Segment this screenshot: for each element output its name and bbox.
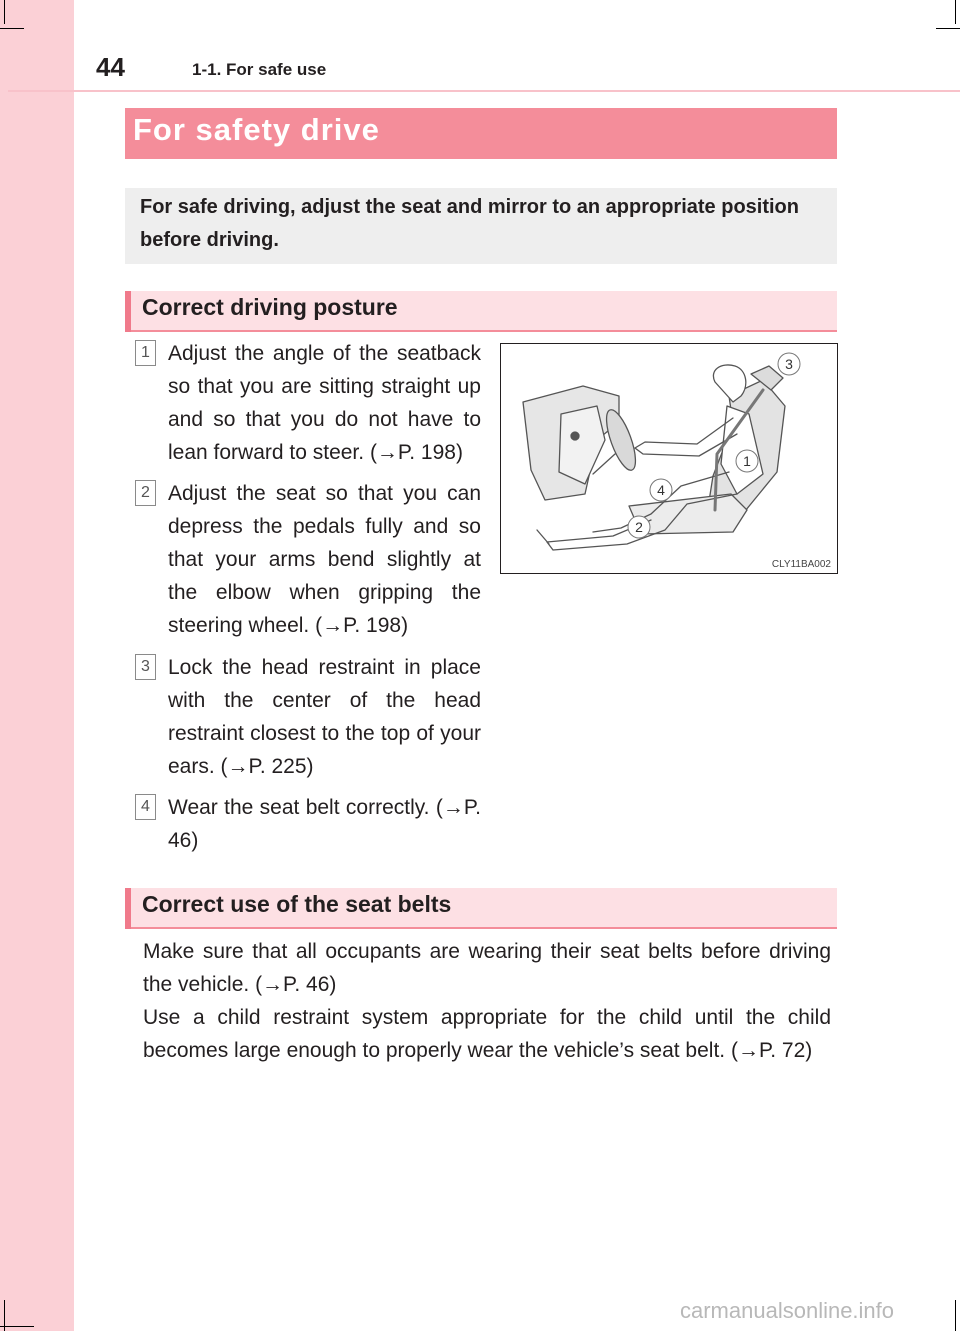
title-banner bbox=[125, 108, 837, 159]
posture-heading: Correct driving posture bbox=[142, 294, 398, 320]
item-number: 1 bbox=[135, 340, 156, 366]
page-number: 44 bbox=[96, 52, 125, 82]
crop-mark bbox=[955, 1300, 956, 1331]
callout-2: 2 bbox=[635, 519, 643, 535]
seatbelts-heading-bar bbox=[125, 888, 837, 929]
callout-1: 1 bbox=[743, 453, 751, 469]
crop-mark bbox=[4, 0, 5, 24]
page-title: For safety drive bbox=[133, 112, 380, 147]
header-divider bbox=[8, 90, 960, 92]
crop-mark bbox=[0, 1326, 34, 1327]
crop-mark bbox=[936, 28, 960, 29]
item-text: Lock the head restraint in place with the center of the head restraint closest to the top of your ears. (→P. 225) bbox=[168, 656, 481, 778]
figure-code: CLY11BA002 bbox=[771, 559, 831, 570]
watermark: carmanualsonline.info bbox=[680, 1298, 895, 1323]
seatbelts-paragraph: Use a child restraint system appropriate for the child until the child becomes large enough to properly wear the vehicle’s seat belt. (→P. 72) bbox=[143, 1006, 831, 1062]
crop-mark bbox=[0, 28, 24, 29]
callout-3: 3 bbox=[785, 356, 793, 372]
crop-mark bbox=[955, 0, 956, 24]
driver-seat-drawing bbox=[501, 344, 837, 573]
intro-text: For safe driving, adjust the seat and mirror to an appropriate position before driving. bbox=[140, 196, 799, 251]
posture-heading-bar bbox=[125, 291, 837, 332]
seatbelts-heading: Correct use of the seat belts bbox=[142, 891, 452, 917]
section-path: 1-1. For safe use bbox=[192, 60, 327, 79]
item-text: Adjust the seat so that you can depress the pedals fully and so that your arms bend slightly at the elbow when gripping the steering wheel. (→P. 198) bbox=[168, 482, 481, 637]
item-number: 2 bbox=[135, 480, 156, 506]
driving-posture-illustration bbox=[500, 343, 838, 574]
seatbelts-paragraph: Make sure that all occupants are wearing their seat belts before driving the vehicle. (→P. 46) bbox=[143, 940, 831, 996]
item-number: 3 bbox=[135, 654, 156, 680]
callout-4: 4 bbox=[657, 482, 665, 498]
side-margin-bar bbox=[0, 0, 74, 1331]
item-text: Wear the seat belt correctly. (→P. 46) bbox=[168, 796, 481, 852]
item-number: 4 bbox=[135, 794, 156, 820]
intro-box bbox=[125, 188, 837, 264]
item-text: Adjust the angle of the seatback so that you are sitting straight up and so that you do not have to lean forward to steer. (→P. 198) bbox=[168, 342, 481, 464]
